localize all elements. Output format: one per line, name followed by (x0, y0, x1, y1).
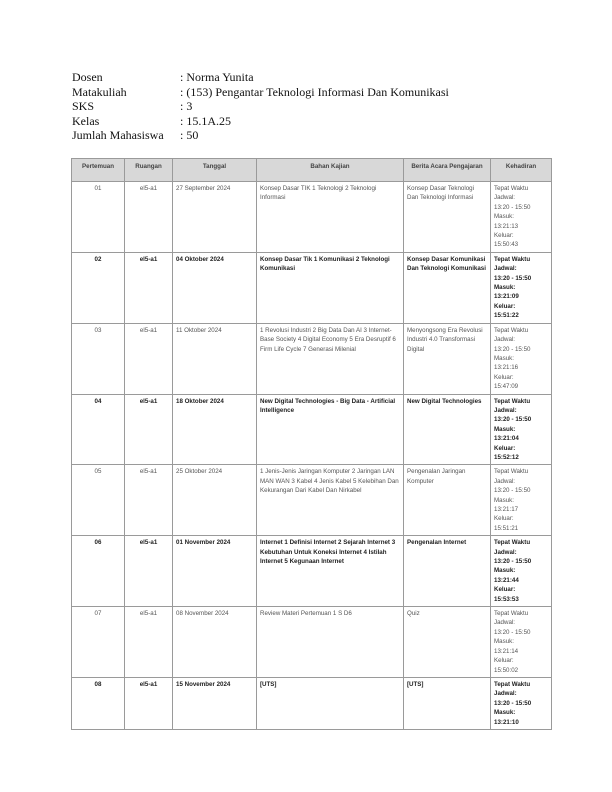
cell-pertemuan: 02 (72, 252, 125, 323)
kehadiran-line: Tepat Waktu (494, 680, 531, 688)
kehadiran-line: Jadwal: (494, 336, 515, 344)
cell-ruangan: el5-a1 (125, 394, 173, 465)
cell-ruangan: el5-a1 (125, 323, 173, 394)
kehadiran-line: 13:21:10 (494, 718, 519, 726)
kehadiran-line: Masuk: (494, 709, 516, 717)
cell-berita-acara: Pengenalan Internet (404, 536, 491, 607)
kehadiran-line: Tepat Waktu (494, 326, 529, 334)
kehadiran-line: 15:50:02 (494, 666, 519, 674)
kehadiran-line: 13:20 - 15:50 (494, 274, 532, 282)
column-header-bahan-kajian: Bahan Kajian (257, 159, 404, 182)
kehadiran-line: 13:20 - 15:50 (494, 558, 532, 566)
info-label: SKS (72, 99, 95, 113)
kehadiran-line: Jadwal: (494, 477, 515, 485)
cell-pertemuan: 05 (72, 465, 125, 536)
info-row-matakuliah (72, 85, 449, 100)
kehadiran-line: Jadwal: (494, 265, 517, 273)
info-value: : Norma Yunita (180, 70, 254, 84)
cell-pertemuan: 06 (72, 536, 125, 607)
kehadiran-line: Masuk: (494, 425, 516, 433)
cell-bahan-kajian: Internet 1 Definisi Internet 2 Sejarah Internet 3 Kebutuhan Untuk Koneksi Internet 4 Istilah Internet 5 Kegunaan Internet (257, 536, 404, 607)
cell-berita-acara: Konsep Dasar Teknologi Dan Teknologi Informasi (404, 182, 491, 253)
info-label: Jumlah Mahasiswa (72, 128, 164, 142)
column-header-tanggal: Tanggal (173, 159, 257, 182)
kehadiran-line: Tepat Waktu (494, 185, 529, 192)
column-header-kehadiran: Kehadiran (491, 159, 552, 182)
table-row (72, 536, 552, 607)
cell-bahan-kajian: [UTS] (257, 677, 404, 729)
cell-ruangan: el5-a1 (125, 607, 173, 678)
cell-kehadiran (491, 252, 552, 323)
kehadiran-line: 15:52:12 (494, 453, 519, 461)
kehadiran-line: Keluar: (494, 302, 516, 310)
kehadiran-line: 15:51:21 (494, 524, 519, 532)
table-row (72, 323, 552, 394)
cell-kehadiran (491, 677, 552, 729)
kehadiran-line: Masuk: (494, 638, 514, 646)
cell-bahan-kajian: Konsep Dasar TIK 1 Teknologi 2 Teknologi Informasi (257, 182, 404, 253)
column-header-pertemuan: Pertemuan (72, 159, 125, 182)
cell-bahan-kajian: Konsep Dasar Tik 1 Komunikasi 2 Teknologi Komunikasi (257, 252, 404, 323)
kehadiran-line: 13:20 - 15:50 (494, 416, 532, 424)
kehadiran-line: 13:21:17 (494, 506, 519, 513)
kehadiran-line: Masuk: (494, 354, 514, 362)
table-row (72, 677, 552, 729)
info-label: Matakuliah (72, 84, 127, 99)
info-value: : 3 (180, 99, 193, 113)
cell-kehadiran (491, 394, 552, 465)
info-row-kelas (72, 114, 449, 129)
table-body (72, 182, 552, 730)
cell-tanggal: 01 November 2024 (173, 536, 257, 607)
kehadiran-line: 15:47:09 (494, 383, 519, 391)
cell-ruangan: el5-a1 (125, 465, 173, 536)
kehadiran-line: 13:20 - 15:50 (494, 628, 531, 636)
cell-bahan-kajian: New Digital Technologies - Big Data - Artificial Intelligence (257, 394, 404, 465)
cell-pertemuan: 04 (72, 394, 125, 465)
table-row (72, 394, 552, 465)
cell-berita-acara: Konsep Dasar Komunikasi Dan Teknologi Komunikasi (404, 252, 491, 323)
kehadiran-line: Masuk: (494, 567, 516, 575)
cell-ruangan: el5-a1 (125, 182, 173, 253)
kehadiran-line: Tepat Waktu (494, 255, 531, 263)
cell-bahan-kajian: 1 Jenis-Jenis Jaringan Komputer 2 Jaringan LAN MAN WAN 3 Kabel 4 Jenis Kabel 5 Kelebihan Dan Kekurangan Dari Kabel Dan Nirkabel (257, 465, 404, 536)
cell-berita-acara: Menyongsong Era Revolusi Industri 4.0 Transformasi Digital (404, 323, 491, 394)
kehadiran-line: Keluar: (494, 373, 514, 381)
kehadiran-line: Masuk: (494, 284, 516, 292)
kehadiran-line: Masuk: (494, 496, 514, 504)
info-label: Dosen (72, 70, 103, 84)
cell-berita-acara: Pengenalan Jaringan Komputer (404, 465, 491, 536)
cell-bahan-kajian: Review Materi Pertemuan 1 S D6 (257, 607, 404, 678)
table-header-row (72, 159, 552, 182)
kehadiran-line: Keluar: (494, 232, 514, 240)
cell-tanggal: 08 November 2024 (173, 607, 257, 678)
kehadiran-line: 13:21:44 (494, 576, 519, 584)
table-row (72, 465, 552, 536)
cell-tanggal: 11 Oktober 2024 (173, 323, 257, 394)
column-header-ruangan: Ruangan (125, 159, 173, 182)
kehadiran-line: Tepat Waktu (494, 539, 531, 547)
course-info (72, 70, 449, 143)
cell-tanggal: 04 Oktober 2024 (173, 252, 257, 323)
kehadiran-line: Masuk: (494, 213, 514, 221)
kehadiran-line: 15:50:43 (494, 241, 519, 249)
kehadiran-line: 13:21:14 (494, 647, 519, 655)
cell-ruangan: el5-a1 (125, 252, 173, 323)
kehadiran-line: Jadwal: (494, 690, 517, 698)
kehadiran-line: Tepat Waktu (494, 610, 529, 618)
kehadiran-line: 13:21:13 (494, 222, 519, 230)
cell-berita-acara: New Digital Technologies (404, 394, 491, 465)
cell-bahan-kajian: 1 Revolusi Industri 2 Big Data Dan AI 3 Internet-Base Society 4 Digital Economy 5 Era Desruptif 6 Firm Life Cycle 7 Generasi Milenial (257, 323, 404, 394)
attendance-table (71, 158, 552, 730)
kehadiran-line: Tepat Waktu (494, 468, 529, 476)
cell-kehadiran (491, 607, 552, 678)
table-row (72, 252, 552, 323)
info-value: : (153) Pengantar Teknologi Informasi Dan Komunikasi (180, 84, 449, 99)
cell-tanggal: 15 November 2024 (173, 677, 257, 729)
cell-kehadiran (491, 465, 552, 536)
cell-berita-acara: [UTS] (404, 677, 491, 729)
info-row-sks (72, 99, 449, 114)
kehadiran-line: Keluar: (494, 515, 514, 523)
kehadiran-line: 15:51:22 (494, 312, 519, 320)
cell-tanggal: 27 September 2024 (173, 182, 257, 253)
kehadiran-line: 13:21:09 (494, 293, 519, 301)
cell-pertemuan: 01 (72, 182, 125, 253)
kehadiran-line: 13:20 - 15:50 (494, 699, 532, 707)
info-row-jumlah-mahasiswa (72, 128, 449, 143)
cell-ruangan: el5-a1 (125, 536, 173, 607)
cell-kehadiran (491, 536, 552, 607)
cell-pertemuan: 03 (72, 323, 125, 394)
table-row (72, 182, 552, 253)
kehadiran-line: 13:20 - 15:50 (494, 345, 531, 353)
kehadiran-line: 13:21:16 (494, 364, 519, 372)
kehadiran-line: Keluar: (494, 444, 516, 452)
cell-ruangan: el5-a1 (125, 677, 173, 729)
info-value: : 15.1A.25 (180, 113, 231, 128)
info-value: : 50 (180, 128, 199, 142)
column-header-berita-acara: Berita Acara Pengajaran (404, 159, 491, 182)
info-label: Kelas (72, 113, 100, 128)
info-row-dosen (72, 70, 449, 85)
kehadiran-line: 13:20 - 15:50 (494, 487, 531, 495)
kehadiran-line: Jadwal: (494, 406, 517, 414)
cell-tanggal: 18 Oktober 2024 (173, 394, 257, 465)
kehadiran-line: Jadwal: (494, 619, 515, 627)
kehadiran-line: Jadwal: (494, 194, 515, 202)
kehadiran-line: Jadwal: (494, 548, 517, 556)
cell-pertemuan: 08 (72, 677, 125, 729)
kehadiran-line: Keluar: (494, 657, 514, 665)
cell-pertemuan: 07 (72, 607, 125, 678)
table-row (72, 607, 552, 678)
cell-kehadiran (491, 323, 552, 394)
kehadiran-line: Tepat Waktu (494, 397, 531, 405)
cell-tanggal: 25 Oktober 2024 (173, 465, 257, 536)
cell-kehadiran (491, 182, 552, 253)
kehadiran-line: 13:20 - 15:50 (494, 203, 531, 211)
kehadiran-line: 15:53:53 (494, 595, 519, 603)
kehadiran-line: Keluar: (494, 586, 516, 594)
kehadiran-line: 13:21:04 (494, 435, 519, 443)
cell-berita-acara: Quiz (404, 607, 491, 678)
